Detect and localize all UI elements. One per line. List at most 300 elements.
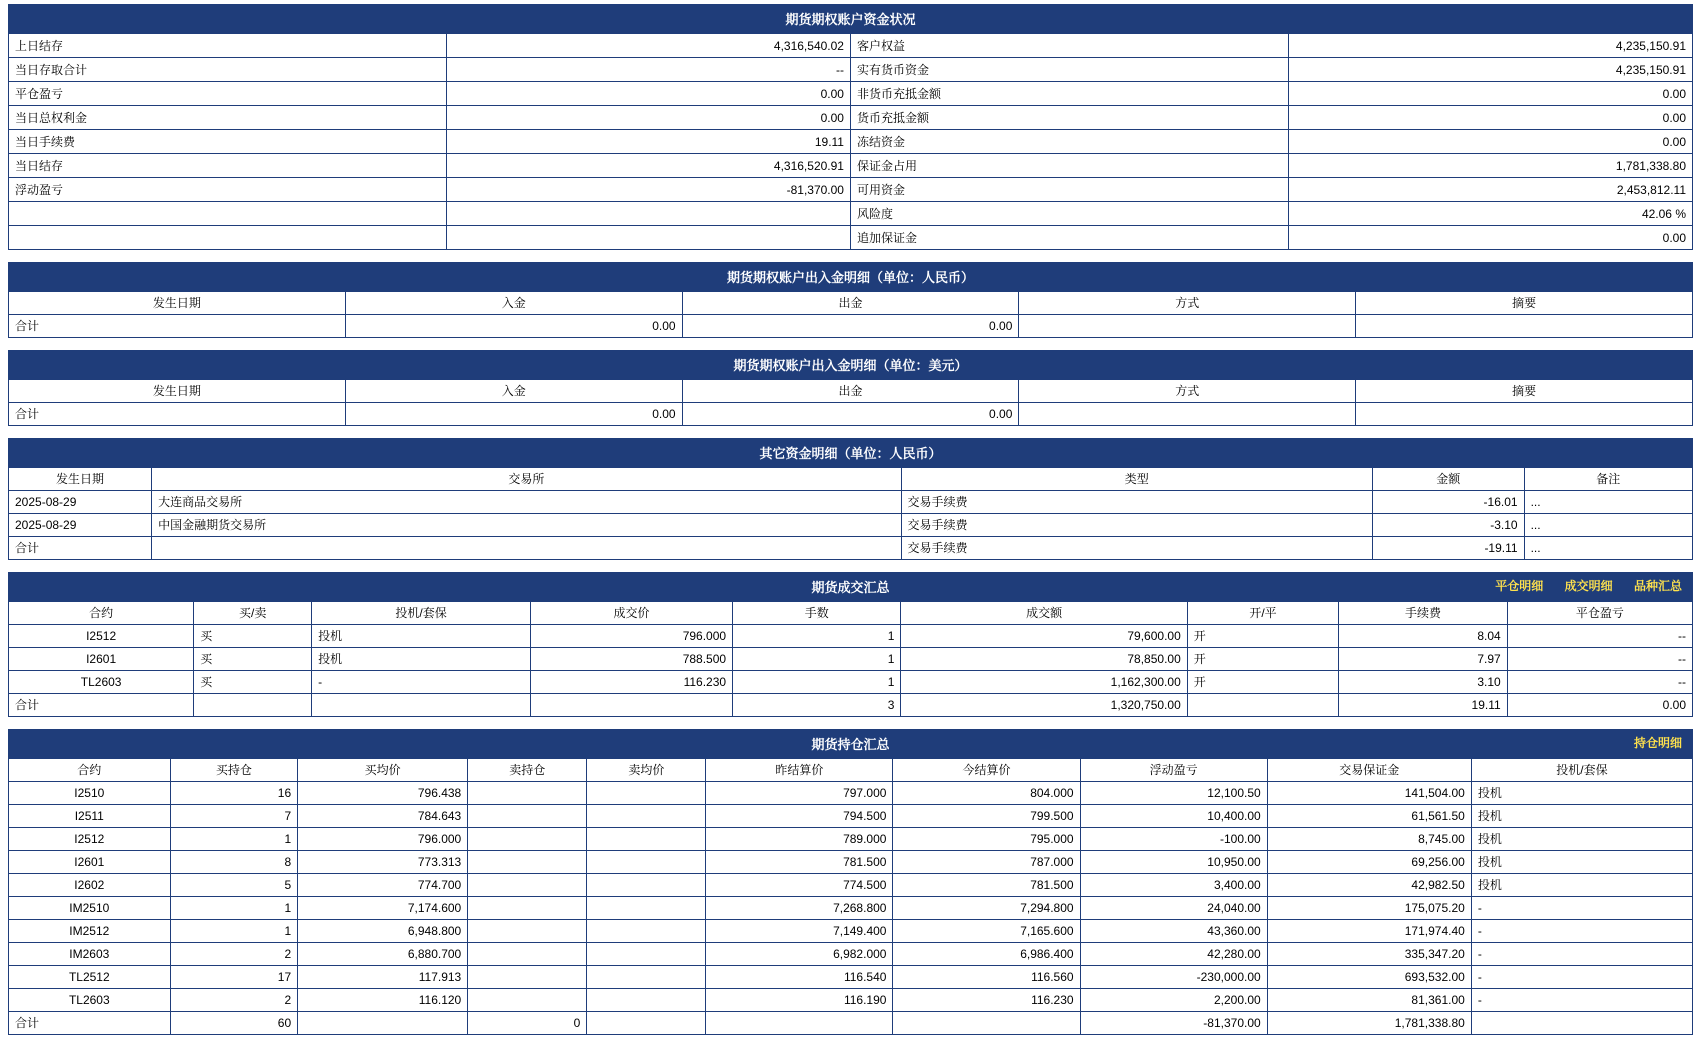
cell-price	[531, 694, 733, 717]
cell-float-pnl: 42,280.00	[1080, 943, 1267, 966]
cell-prev-settle: 116.190	[706, 989, 893, 1012]
cell-margin: 1,781,338.80	[1267, 1012, 1471, 1035]
cell-float-pnl: 24,040.00	[1080, 897, 1267, 920]
cell-sell-avg	[587, 897, 706, 920]
position-summary-table	[8, 758, 1693, 1035]
table-row	[9, 82, 1693, 106]
total-memo	[1356, 403, 1693, 426]
fund-right-value: 4,235,150.91	[1288, 34, 1692, 58]
table-row	[9, 58, 1693, 82]
position-summary-links	[1616, 734, 1682, 751]
cell-date: 合计	[9, 537, 152, 560]
total-memo	[1356, 315, 1693, 338]
cell-contract: IM2512	[9, 920, 171, 943]
cell-buy-qty: 1	[170, 920, 298, 943]
col-memo: 摘要	[1356, 380, 1693, 403]
cell-fee: 7.97	[1339, 648, 1507, 671]
cell-prev-settle	[706, 1012, 893, 1035]
fund-left-label: 当日结存	[9, 154, 447, 178]
cell-sell-avg	[587, 943, 706, 966]
col-prev-settle: 昨结算价	[706, 759, 893, 782]
cell-price: 788.500	[531, 648, 733, 671]
table-row	[9, 671, 1693, 694]
cell-lots: 1	[733, 625, 901, 648]
trade-summary-header-row	[9, 602, 1693, 625]
cell-float-pnl: 10,400.00	[1080, 805, 1267, 828]
inout-cny-table	[8, 291, 1693, 338]
cell-sell-avg	[587, 1012, 706, 1035]
col-hedge: 投机/套保	[1471, 759, 1692, 782]
table-row	[9, 226, 1693, 250]
table-row	[9, 514, 1693, 537]
fund-status-table	[8, 33, 1693, 250]
cell-prev-settle: 6,982.000	[706, 943, 893, 966]
fund-right-value: 0.00	[1288, 106, 1692, 130]
table-row-total	[9, 403, 1693, 426]
cell-float-pnl: 2,200.00	[1080, 989, 1267, 1012]
fund-left-label: 当日总权利金	[9, 106, 447, 130]
cell-margin: 8,745.00	[1267, 828, 1471, 851]
col-settle: 今结算价	[893, 759, 1080, 782]
cell-contract: I2512	[9, 625, 194, 648]
table-row	[9, 178, 1693, 202]
cell-amount: 1,320,750.00	[901, 694, 1187, 717]
cell-buy-sell	[194, 694, 312, 717]
cell-memo: ...	[1524, 514, 1692, 537]
col-in: 入金	[345, 380, 682, 403]
cell-float-pnl: 12,100.50	[1080, 782, 1267, 805]
fund-right-value: 0.00	[1288, 130, 1692, 154]
fund-left-label: 上日结存	[9, 34, 447, 58]
cell-hedge: 投机	[312, 648, 531, 671]
cell-buy-avg: 6,880.700	[298, 943, 468, 966]
cell-amount: 78,850.00	[901, 648, 1187, 671]
cell-prev-settle: 794.500	[706, 805, 893, 828]
other-funds-title: 其它资金明细（单位：人民币）	[8, 438, 1693, 467]
col-date: 发生日期	[9, 292, 346, 315]
fund-right-label: 实有货币资金	[850, 58, 1288, 82]
cell-hedge: 投机	[1471, 874, 1692, 897]
cell-contract: IM2603	[9, 943, 171, 966]
col-buy-sell: 买/卖	[194, 602, 312, 625]
cell-open-close: 开	[1187, 671, 1339, 694]
cell-buy-qty: 7	[170, 805, 298, 828]
cell-contract: 合计	[9, 1012, 171, 1035]
cell-date: 2025-08-29	[9, 514, 152, 537]
table-row	[9, 805, 1693, 828]
cell-contract: TL2603	[9, 989, 171, 1012]
fund-right-value: 2,453,812.11	[1288, 178, 1692, 202]
fund-status-title: 期货期权账户资金状况	[8, 4, 1693, 33]
cell-buy-qty: 1	[170, 897, 298, 920]
table-row-total	[9, 1012, 1693, 1035]
cell-hedge: -	[1471, 989, 1692, 1012]
cell-sell-qty	[468, 897, 587, 920]
fund-right-value: 4,235,150.91	[1288, 58, 1692, 82]
col-buy-qty: 买持仓	[170, 759, 298, 782]
cell-hedge: -	[1471, 943, 1692, 966]
cell-sell-qty	[468, 782, 587, 805]
cell-close-pnl: 0.00	[1507, 694, 1692, 717]
cell-amount: 79,600.00	[901, 625, 1187, 648]
total-mode	[1019, 315, 1356, 338]
cell-float-pnl: -81,370.00	[1080, 1012, 1267, 1035]
cell-buy-avg: 773.313	[298, 851, 468, 874]
col-fee: 手续费	[1339, 602, 1507, 625]
cell-sell-avg	[587, 966, 706, 989]
col-in: 入金	[345, 292, 682, 315]
cell-hedge: -	[1471, 920, 1692, 943]
fund-right-value: 42.06 %	[1288, 202, 1692, 226]
cell-contract: I2511	[9, 805, 171, 828]
cell-settle: 795.000	[893, 828, 1080, 851]
cell-sell-qty: 0	[468, 1012, 587, 1035]
cell-hedge: 投机	[1471, 851, 1692, 874]
cell-buy-qty: 5	[170, 874, 298, 897]
cell-memo: ...	[1524, 537, 1692, 560]
trade-summary-body	[9, 625, 1693, 717]
cell-margin: 69,256.00	[1267, 851, 1471, 874]
cell-sell-qty	[468, 851, 587, 874]
cell-settle: 804.000	[893, 782, 1080, 805]
fund-right-value: 1,781,338.80	[1288, 154, 1692, 178]
cell-contract: 合计	[9, 694, 194, 717]
cell-hedge: 投机	[312, 625, 531, 648]
fund-right-label: 冻结资金	[850, 130, 1288, 154]
cell-settle: 787.000	[893, 851, 1080, 874]
cell-open-close: 开	[1187, 648, 1339, 671]
col-out: 出金	[682, 292, 1019, 315]
cell-contract: I2510	[9, 782, 171, 805]
cell-lots: 3	[733, 694, 901, 717]
fund-left-value: 19.11	[446, 130, 850, 154]
cell-contract: TL2603	[9, 671, 194, 694]
col-open-close: 开/平	[1187, 602, 1339, 625]
cell-close-pnl: --	[1507, 671, 1692, 694]
cell-buy-sell: 买	[194, 671, 312, 694]
col-memo: 摘要	[1356, 292, 1693, 315]
cell-price: 796.000	[531, 625, 733, 648]
table-row	[9, 130, 1693, 154]
cell-hedge	[1471, 1012, 1692, 1035]
cell-sell-qty	[468, 966, 587, 989]
cell-sell-qty	[468, 874, 587, 897]
cell-sell-qty	[468, 805, 587, 828]
fund-right-label: 可用资金	[850, 178, 1288, 202]
table-row	[9, 966, 1693, 989]
cell-buy-sell: 买	[194, 625, 312, 648]
cell-contract: I2602	[9, 874, 171, 897]
cell-lots: 1	[733, 648, 901, 671]
table-row	[9, 648, 1693, 671]
cell-settle	[893, 1012, 1080, 1035]
col-sell-avg: 卖均价	[587, 759, 706, 782]
total-in: 0.00	[345, 403, 682, 426]
cell-date: 2025-08-29	[9, 491, 152, 514]
fund-left-value: 4,316,540.02	[446, 34, 850, 58]
cell-prev-settle: 789.000	[706, 828, 893, 851]
col-mode: 方式	[1019, 292, 1356, 315]
cell-buy-avg: 6,948.800	[298, 920, 468, 943]
fund-right-label: 追加保证金	[850, 226, 1288, 250]
cell-open-close: 开	[1187, 625, 1339, 648]
total-label: 合计	[9, 403, 346, 426]
cell-sell-avg	[587, 805, 706, 828]
cell-fee: 3.10	[1339, 671, 1507, 694]
cell-contract: IM2510	[9, 897, 171, 920]
table-row	[9, 989, 1693, 1012]
link-trade-detail[interactable]: 成交明细	[1564, 579, 1613, 593]
cell-settle: 116.560	[893, 966, 1080, 989]
cell-buy-qty: 8	[170, 851, 298, 874]
cell-float-pnl: -230,000.00	[1080, 966, 1267, 989]
cell-hedge: 投机	[1471, 782, 1692, 805]
link-close-detail[interactable]: 平仓明细	[1495, 579, 1544, 593]
cell-settle: 781.500	[893, 874, 1080, 897]
position-summary-title	[8, 729, 1693, 758]
table-row	[9, 34, 1693, 58]
cell-margin: 42,982.50	[1267, 874, 1471, 897]
cell-margin: 81,361.00	[1267, 989, 1471, 1012]
trade-summary-table	[8, 601, 1693, 717]
inout-usd-title: 期货期权账户出入金明细（单位：美元）	[8, 350, 1693, 379]
trade-summary-title-text: 期货成交汇总	[811, 580, 890, 595]
cell-buy-qty: 17	[170, 966, 298, 989]
cell-margin: 335,347.20	[1267, 943, 1471, 966]
cell-float-pnl: 43,360.00	[1080, 920, 1267, 943]
cell-contract: I2512	[9, 828, 171, 851]
cell-amount: -3.10	[1373, 514, 1525, 537]
fund-left-value: -81,370.00	[446, 178, 850, 202]
cell-fee: 8.04	[1339, 625, 1507, 648]
cell-margin: 175,075.20	[1267, 897, 1471, 920]
cell-buy-avg: 784.643	[298, 805, 468, 828]
fund-right-label: 非货币充抵金额	[850, 82, 1288, 106]
cell-sell-avg	[587, 782, 706, 805]
cell-sell-qty	[468, 828, 587, 851]
col-type: 类型	[901, 468, 1373, 491]
cell-hedge: -	[312, 671, 531, 694]
cell-prev-settle: 797.000	[706, 782, 893, 805]
fund-right-label: 风险度	[850, 202, 1288, 226]
fund-left-label: 平仓盈亏	[9, 82, 447, 106]
trade-summary-links	[1477, 577, 1682, 594]
inout-usd-table	[8, 379, 1693, 426]
total-in: 0.00	[345, 315, 682, 338]
table-row	[9, 491, 1693, 514]
cell-settle: 116.230	[893, 989, 1080, 1012]
cell-buy-avg: 796.000	[298, 828, 468, 851]
link-position-detail[interactable]: 持仓明细	[1633, 736, 1682, 750]
fund-left-label: 当日存取合计	[9, 58, 447, 82]
inout-usd-header-row	[9, 380, 1693, 403]
fund-left-value	[446, 202, 850, 226]
total-label: 合计	[9, 315, 346, 338]
fund-left-value: 0.00	[446, 106, 850, 130]
total-out: 0.00	[682, 403, 1019, 426]
cell-sell-avg	[587, 851, 706, 874]
col-float-pnl: 浮动盈亏	[1080, 759, 1267, 782]
col-memo: 备注	[1524, 468, 1692, 491]
cell-prev-settle: 774.500	[706, 874, 893, 897]
col-date: 发生日期	[9, 380, 346, 403]
cell-hedge: 投机	[1471, 805, 1692, 828]
cell-hedge: -	[1471, 966, 1692, 989]
cell-buy-avg: 7,174.600	[298, 897, 468, 920]
cell-settle: 7,165.600	[893, 920, 1080, 943]
cell-hedge	[312, 694, 531, 717]
cell-buy-sell: 买	[194, 648, 312, 671]
fund-right-value: 0.00	[1288, 82, 1692, 106]
other-funds-block	[8, 438, 1693, 560]
cell-sell-avg	[587, 828, 706, 851]
cell-buy-qty: 2	[170, 989, 298, 1012]
total-mode	[1019, 403, 1356, 426]
col-sell-qty: 卖持仓	[468, 759, 587, 782]
cell-memo: ...	[1524, 491, 1692, 514]
inout-cny-header-row	[9, 292, 1693, 315]
table-row	[9, 920, 1693, 943]
cell-sell-avg	[587, 874, 706, 897]
fund-right-label: 保证金占用	[850, 154, 1288, 178]
cell-sell-qty	[468, 989, 587, 1012]
col-lots: 手数	[733, 602, 901, 625]
cell-type: 交易手续费	[901, 491, 1373, 514]
col-buy-avg: 买均价	[298, 759, 468, 782]
cell-float-pnl: 3,400.00	[1080, 874, 1267, 897]
col-exchange: 交易所	[152, 468, 901, 491]
fund-status-block	[8, 4, 1693, 250]
fund-right-value: 0.00	[1288, 226, 1692, 250]
fund-left-value: 0.00	[446, 82, 850, 106]
fund-right-label: 货币充抵金额	[850, 106, 1288, 130]
table-row-total	[9, 694, 1693, 717]
cell-contract: I2601	[9, 648, 194, 671]
table-row	[9, 828, 1693, 851]
cell-hedge: -	[1471, 897, 1692, 920]
cell-contract: I2601	[9, 851, 171, 874]
col-price: 成交价	[531, 602, 733, 625]
cell-settle: 799.500	[893, 805, 1080, 828]
table-row	[9, 202, 1693, 226]
cell-open-close	[1187, 694, 1339, 717]
cell-buy-qty: 2	[170, 943, 298, 966]
cell-exchange: 中国金融期货交易所	[152, 514, 901, 537]
cell-prev-settle: 7,149.400	[706, 920, 893, 943]
col-mode: 方式	[1019, 380, 1356, 403]
cell-prev-settle: 116.540	[706, 966, 893, 989]
table-row	[9, 943, 1693, 966]
cell-type: 交易手续费	[901, 514, 1373, 537]
table-row	[9, 851, 1693, 874]
cell-prev-settle: 781.500	[706, 851, 893, 874]
cell-type: 交易手续费	[901, 537, 1373, 560]
other-funds-header-row	[9, 468, 1693, 491]
col-date: 发生日期	[9, 468, 152, 491]
cell-hedge: 投机	[1471, 828, 1692, 851]
table-row-total	[9, 537, 1693, 560]
fund-left-value	[446, 226, 850, 250]
cell-sell-qty	[468, 920, 587, 943]
fund-left-value: 4,316,520.91	[446, 154, 850, 178]
col-margin: 交易保证金	[1267, 759, 1471, 782]
cell-float-pnl: -100.00	[1080, 828, 1267, 851]
fund-left-label: 浮动盈亏	[9, 178, 447, 202]
inout-cny-block	[8, 262, 1693, 338]
cell-lots: 1	[733, 671, 901, 694]
cell-amount: 1,162,300.00	[901, 671, 1187, 694]
table-row	[9, 154, 1693, 178]
other-funds-body	[9, 491, 1693, 560]
cell-buy-avg: 117.913	[298, 966, 468, 989]
cell-sell-avg	[587, 989, 706, 1012]
col-close-pnl: 平仓盈亏	[1507, 602, 1692, 625]
cell-buy-avg: 116.120	[298, 989, 468, 1012]
fund-right-label: 客户权益	[850, 34, 1288, 58]
fund-status-body	[9, 34, 1693, 250]
cell-margin: 141,504.00	[1267, 782, 1471, 805]
cell-settle: 7,294.800	[893, 897, 1080, 920]
inout-cny-title: 期货期权账户出入金明细（单位：人民币）	[8, 262, 1693, 291]
table-row	[9, 874, 1693, 897]
table-row	[9, 897, 1693, 920]
cell-close-pnl: --	[1507, 625, 1692, 648]
col-amount: 成交额	[901, 602, 1187, 625]
link-product-summary[interactable]: 品种汇总	[1633, 579, 1682, 593]
fund-left-label	[9, 226, 447, 250]
position-summary-body	[9, 782, 1693, 1035]
cell-buy-qty: 16	[170, 782, 298, 805]
position-summary-block	[8, 729, 1693, 1035]
col-hedge: 投机/套保	[312, 602, 531, 625]
cell-amount: -19.11	[1373, 537, 1525, 560]
cell-buy-qty: 60	[170, 1012, 298, 1035]
cell-close-pnl: --	[1507, 648, 1692, 671]
col-out: 出金	[682, 380, 1019, 403]
table-row	[9, 625, 1693, 648]
cell-margin: 61,561.50	[1267, 805, 1471, 828]
cell-amount: -16.01	[1373, 491, 1525, 514]
cell-buy-avg: 774.700	[298, 874, 468, 897]
cell-contract: TL2512	[9, 966, 171, 989]
cell-sell-avg	[587, 920, 706, 943]
fund-left-label	[9, 202, 447, 226]
trade-summary-title	[8, 572, 1693, 601]
cell-exchange: 大连商品交易所	[152, 491, 901, 514]
cell-settle: 6,986.400	[893, 943, 1080, 966]
cell-sell-qty	[468, 943, 587, 966]
cell-prev-settle: 7,268.800	[706, 897, 893, 920]
position-summary-title-text: 期货持仓汇总	[811, 737, 890, 752]
cell-exchange	[152, 537, 901, 560]
cell-float-pnl: 10,950.00	[1080, 851, 1267, 874]
total-out: 0.00	[682, 315, 1019, 338]
table-row	[9, 106, 1693, 130]
cell-margin: 693,532.00	[1267, 966, 1471, 989]
position-summary-header-row	[9, 759, 1693, 782]
col-contract: 合约	[9, 602, 194, 625]
col-contract: 合约	[9, 759, 171, 782]
cell-buy-avg	[298, 1012, 468, 1035]
other-funds-table	[8, 467, 1693, 560]
table-row-total	[9, 315, 1693, 338]
table-row	[9, 782, 1693, 805]
inout-usd-block	[8, 350, 1693, 426]
col-amount: 金额	[1373, 468, 1525, 491]
cell-fee: 19.11	[1339, 694, 1507, 717]
cell-price: 116.230	[531, 671, 733, 694]
trade-summary-block	[8, 572, 1693, 717]
